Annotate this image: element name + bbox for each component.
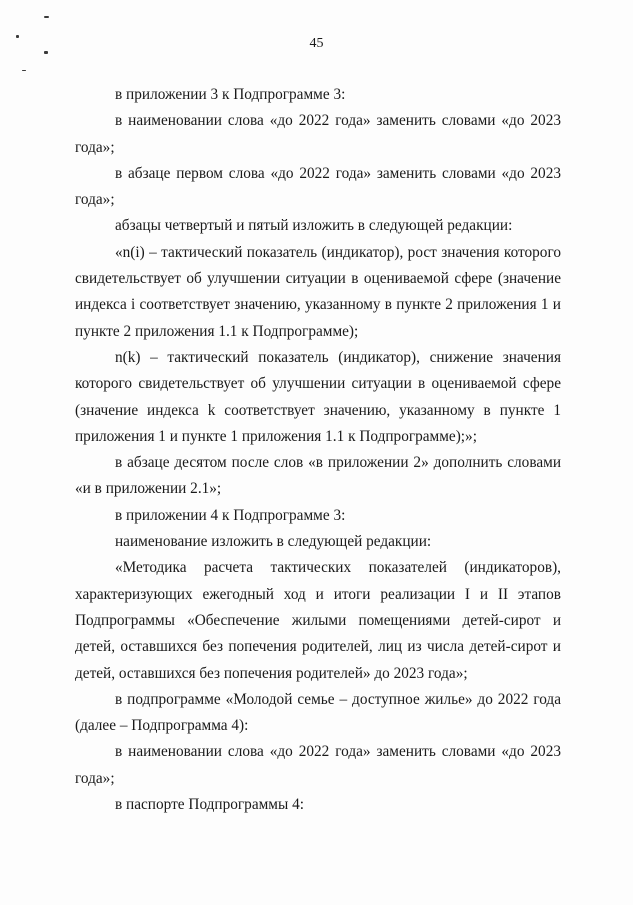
scan-artifact [22,70,26,71]
paragraph: в наименовании слова «до 2022 года» заменить словами «до 2023 года»; [75,743,561,787]
paragraph: абзацы четвертый и пятый изложить в следующей редакции: [115,217,513,235]
paragraph: в абзаце десятом после слов «в приложении 2» дополнить словами «и в приложении 2.1»; [75,454,561,498]
paragraph: «n(i) – тактический показатель (индикатор), рост значения которого свидетельствует об улучшении ситуации в оцениваемой сфере (значение индекса i соответствует значению, указанному в пункте 2 приложения 1 и пункте 2 приложения 1.1 к Подпрограмме); [75,243,561,340]
paragraph: в наименовании слова «до 2022 года» заменить словами «до 2023 года»; [75,112,561,156]
paragraph: наименование изложить в следующей редакции: [115,533,432,551]
paragraph: в приложении 4 к Подпрограмме 3: [115,506,346,524]
document-body [75,82,561,818]
paragraph: в абзаце первом слова «до 2022 года» заменить словами «до 2023 года»; [75,164,561,209]
paragraph: в подпрограмме «Молодой семье – доступное жилье» до 2022 года (далее – Подпрограмма 4): [75,690,561,735]
paragraph: в паспорте Подпрограммы 4: [115,796,304,814]
page-number: 45 [309,36,324,51]
paragraph: в приложении 3 к Подпрограмме 3: [115,86,346,103]
scan-artifact [44,16,49,18]
paragraph: «Методика расчета тактических показателей (индикаторов), характеризующих ежегодный ход и итоги реализации I и II этапов Подпрограммы «Обеспечение жилыми помещениями детей-сирот и детей, оставшихся без попечения родителей, лиц из числа детей-сирот и детей, оставшихся без попечения родителей» до 2023 года»; [75,559,561,682]
paragraph: n(k) – тактический показатель (индикатор), снижение значения которого свидетельствует об улучшении ситуации в оцениваемой сфере (значение индекса k соответствует значению, указанному в пункте 1 приложения 1 и пункте 1 приложения 1.1 к Подпрограмме);»; [75,348,561,445]
